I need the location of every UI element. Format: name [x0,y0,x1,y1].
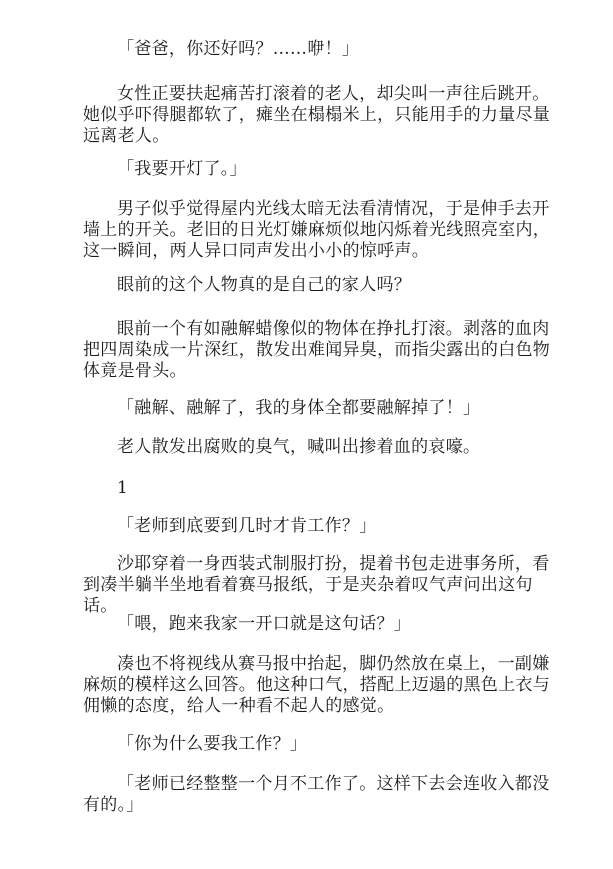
narration-paragraph: 男子似乎觉得屋内光线太暗无法看清情况，于是伸手去开墙上的开关。老旧的日光灯嫌麻烦似地闪烁着光线照亮室内，这一瞬间，两人异口同声发出小小的惊呼声。 [83,199,551,261]
narration-paragraph: 凑也不将视线从赛马报中抬起，脚仍然放在桌上，一副嫌麻烦的模样这么回答。他这种口气，搭配上迈遢的黑色上衣与佣懒的态度，给人一种看不起人的感觉。 [83,654,551,716]
dialogue-paragraph: 「老师到底要到几时才肯工作？」 [117,516,377,536]
dialogue-paragraph: 「爸爸，你还好吗？……咿！」 [117,39,360,59]
dialogue-paragraph: 「老师已经整整一个月不工作了。这样下去会连收入都没有的。」 [83,774,550,815]
narration-paragraph: 眼前的这个人物真的是自己的家人吗？ [117,275,412,295]
narration-paragraph: 眼前一个有如融解蜡像似的物体在挣扎打滚。剥落的血肉把四周染成一片深红，散发出难闻异臭，而指尖露出的白色物体竟是骨头。 [83,319,551,381]
dialogue-paragraph: 「你为什么要我工作？」 [117,734,308,754]
dialogue-paragraph: 「我要开灯了。」 [117,159,247,179]
dialogue-paragraph: 「喂，跑来我家一开口就是这句话？」 [117,614,412,634]
section-number: 1 [117,478,129,498]
narration-paragraph: 老人散发出腐败的臭气，喊叫出掺着血的哀嚎。 [117,437,481,457]
narration-paragraph: 沙耶穿着一身西装式制服打扮，提着书包走进事务所，看到凑半躺半坐地看着赛马报纸，于是夹杂着叹气声问出这句话。 [83,554,550,616]
dialogue-paragraph: 「融解、融解了，我的身体全都要融解掉了！」 [117,398,481,418]
narration-paragraph: 女性正要扶起痛苦打滚着的老人，却尖叫一声往后跳开。她似乎吓得腿都软了，瘫坐在榻榻米上，只能用手的力量尽量远离老人。 [83,84,551,146]
